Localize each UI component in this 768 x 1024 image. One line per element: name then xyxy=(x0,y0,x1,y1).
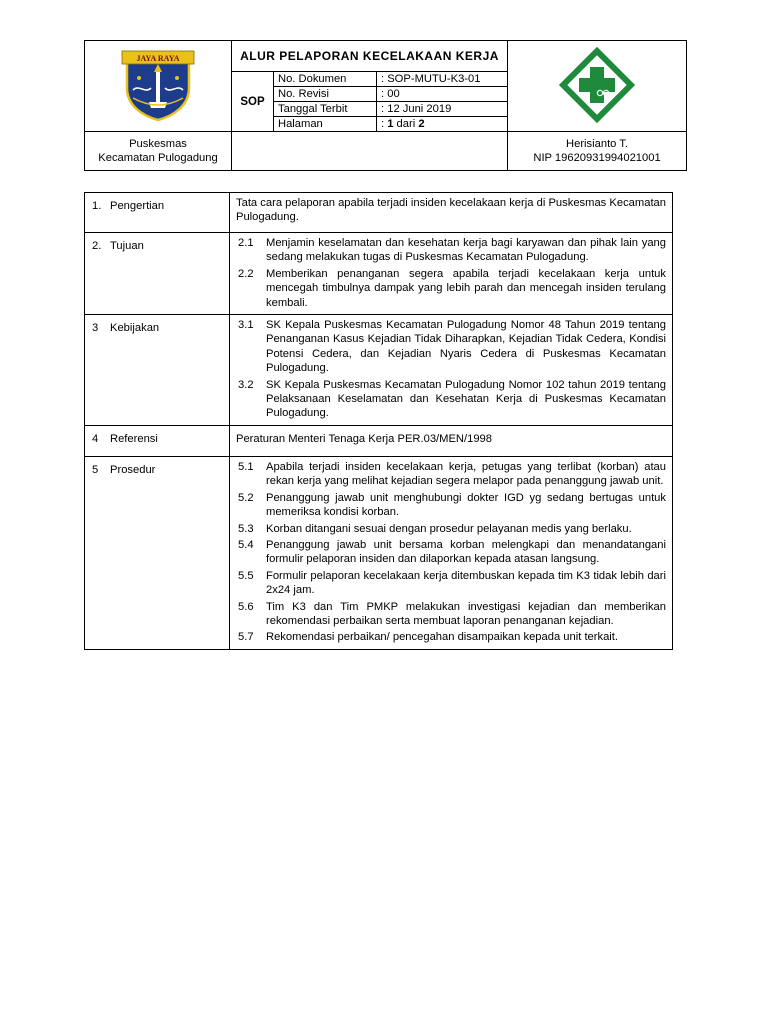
list-item: 5.1 Apabila terjadi insiden kecelakaan kerja, petugas yang terlibat (korban) atau rekan kerja yang melihat kejadian segera melapor pada penanggung jawab unit. xyxy=(238,460,666,488)
sop-header-table xyxy=(84,40,687,171)
section-pengertian: 1. Pengertian Tata cara pelaporan apabila terjadi insiden kecelakaan kerja di Puskesmas Kecamatan Pulogadung. xyxy=(85,193,673,233)
list-item: 5.4 Penanggung jawab unit bersama korban melengkapi dan menandatangani formulir pelaporan insiden dan dilaporkan kepada atasan langsung. xyxy=(238,538,666,566)
document-title: ALUR PELAPORAN KECELAKAAN KERJA xyxy=(232,41,508,72)
meta-row-tanggal: Tanggal Terbit : 12 Juni 2019 xyxy=(274,102,507,117)
signer-nip: NIP 19620931994021001 xyxy=(533,152,661,164)
list-item: 3.2 SK Kepala Puskesmas Kecamatan Pulogadung Nomor 102 tahun 2019 tentang Pelaksanaan Keselamatan dan Kesehatan Kerja di Puskesmas Kecamatan Pulogadung. xyxy=(238,378,666,420)
list-item: 3.1 SK Kepala Puskesmas Kecamatan Pulogadung Nomor 48 Tahun 2019 tentang Penanganan Kasus Kejadian Tidak Diharapkan, Kejadian Tidak Cedera, Kondisi Potensi Cedera, dan Kejadian Nyaris Cedera di Puskesmas Kecamatan Pulogadung. xyxy=(238,319,666,375)
dki-jakarta-logo-cell xyxy=(85,41,232,132)
section-tujuan: 2. Tujuan 2.1 Menjamin keselamatan dan kesehatan kerja bagi karyawan dan pihak lain yang sedang melakukan tugas di Puskesmas Kecamatan Pulogadung. 2.2 Memberikan penanganan segera apabila terjadi kecelakaan kerja untuk mencegah timbulnya dampak yang lebih parah dan mencegah insiden terulang kembali. xyxy=(85,233,673,315)
signer-block xyxy=(508,132,687,171)
sop-label: SOP xyxy=(232,72,274,132)
meta-row-revisi: No. Revisi : 00 xyxy=(274,87,507,102)
list-item: 5.2 Penanggung jawab unit menghubungi dokter IGD yg sedang bertugas untuk memeriksa kondisi korban. xyxy=(238,491,666,519)
sop-content-table xyxy=(84,192,673,650)
section-kebijakan: 3 Kebijakan 3.1 SK Kepala Puskesmas Kecamatan Pulogadung Nomor 48 Tahun 2019 tentang Penanganan Kasus Kejadian Tidak Diharapkan, Kejadian Tidak Cedera, Kondisi Potensi Cedera, dan Kejadian Nyaris Cedera di Puskesmas Kecamatan Pulogadung. 3.2 SK Kepala Puskesmas Kecamatan Pulogadung Nomor 102 tahun 2019 tentang Pelaksanaan Keselamatan dan Kesehatan Kerja di Puskesmas Kecamatan Pulogadung. xyxy=(85,315,673,426)
svg-text:JAYA RAYA: JAYA RAYA xyxy=(136,53,180,63)
meta-row-halaman: Halaman : 1 dari 2 xyxy=(274,117,507,132)
organization-name: Puskesmas Kecamatan Pulogadung xyxy=(85,132,232,171)
list-item: 2.2 Memberikan penanganan segera apabila terjadi kecelakaan kerja untuk mencegah timbulnya dampak yang lebih parah dan mencegah insiden terulang kembali. xyxy=(238,267,666,309)
list-item: 5.3 Korban ditangani sesuai dengan prosedur pelayanan medis yang berlaku. xyxy=(238,522,632,535)
document-meta xyxy=(274,72,508,132)
puskesmas-logo-cell xyxy=(508,41,687,132)
empty-cell xyxy=(232,132,508,171)
list-item: 5.6 Tim K3 dan Tim PMKP melakukan investigasi kejadian dan memberikan rekomendasi perbaikan serta membuat laporan penanganan kejadian. xyxy=(238,600,666,627)
section-referensi: 4 Referensi Peraturan Menteri Tenaga Kerja PER.03/MEN/1998 xyxy=(85,425,673,456)
signer-name: Herisianto T. xyxy=(566,138,629,150)
meta-row-dokumen: No. Dokumen : SOP-MUTU-K3-01 xyxy=(274,72,507,87)
list-item: 2.1 Menjamin keselamatan dan kesehatan kerja bagi karyawan dan pihak lain yang sedang melakukan tugas di Puskesmas Kecamatan Pulogadung. xyxy=(238,237,666,264)
list-item: 5.5 Formulir pelaporan kecelakaan kerja ditembuskan kepada tim K3 tidak lebih dari 2x24 jam. xyxy=(238,569,666,597)
section-prosedur: 5 Prosedur 5.1 Apabila terjadi insiden kecelakaan kerja, petugas yang terlibat (korban) atau rekan kerja yang melihat kejadian segera melapor pada penanggung jawab unit. 5.2 Penanggung jawab unit menghubungi dokter IGD yg sedang bertugas untuk memeriksa kondisi korban. 5.3 Korban ditangani sesuai dengan prosedur pelayanan medis yang berlaku. 5.4 Penanggung jawab unit bersama korban melengkapi dan menandatangani formulir pelaporan insiden dan dilaporkan kepada atasan langsung. 5.5 Formulir pelaporan kecelakaan kerja ditembuskan kepada tim K3 tidak lebih dari 2x24 jam. 5.6 Tim K3 dan Tim PMKP melakukan investigasi kejadian dan memberikan rekomendasi perbaikan serta membuat laporan penanganan kejadian. 5.7 Rekomendasi perbaikan/ pencegahan disampaikan kepada unit terkait. xyxy=(85,456,673,649)
list-item: 5.7 Rekomendasi perbaikan/ pencegahan disampaikan kepada unit terkait. xyxy=(238,631,619,644)
dki-jakarta-logo xyxy=(119,48,197,122)
puskesmas-logo xyxy=(559,47,635,123)
